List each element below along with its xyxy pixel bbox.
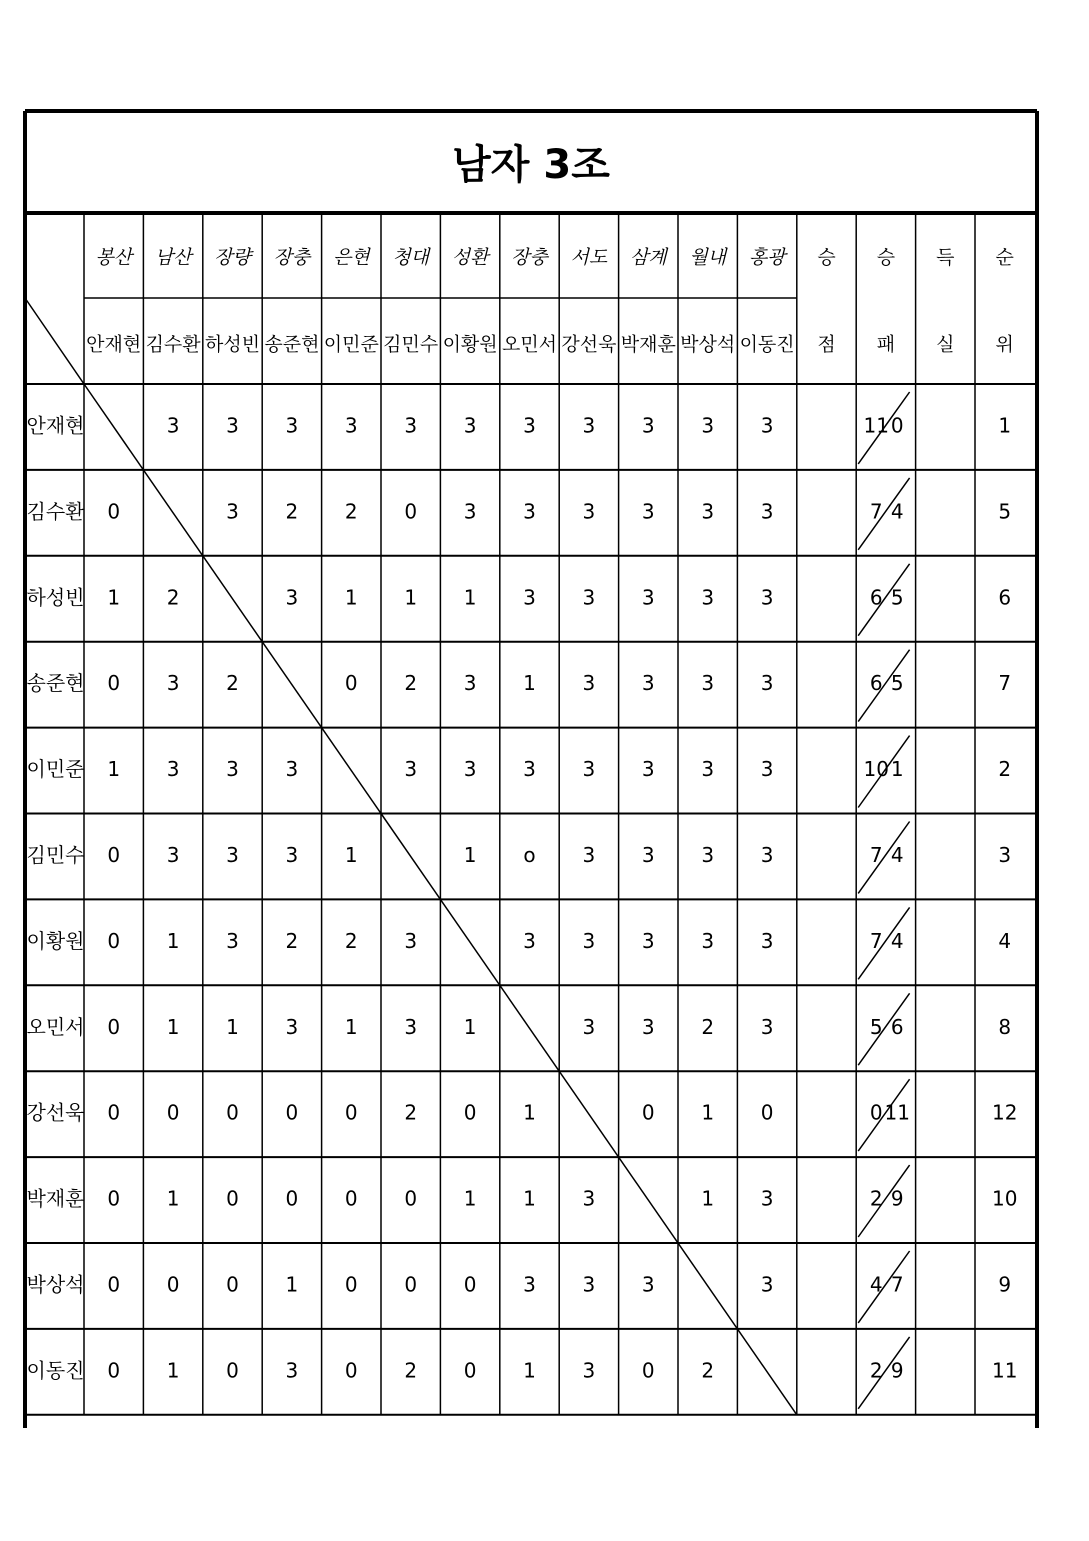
match-score: 3 [582,1272,596,1297]
column-player-name: 이동진 [739,333,795,356]
match-score: 3 [701,757,715,782]
match-score: 3 [701,671,715,696]
match-score: 1 [166,928,180,953]
rank-value: 1 [998,413,1012,438]
losses-value: 5 [890,585,904,610]
losses-value: 0 [890,413,904,438]
stat-header-bottom: 실 [936,333,955,356]
match-score: 3 [641,671,655,696]
stat-header-top: 득 [936,246,955,269]
match-score: 2 [226,671,239,696]
match-score: 3 [701,499,715,524]
wins-value: 10 [863,757,889,782]
match-score: 3 [166,757,180,782]
match-score: 3 [344,413,358,438]
match-score: 1 [166,1358,180,1383]
losses-value: 1 [890,757,904,782]
match-score: 3 [582,413,596,438]
rank-value: 9 [998,1272,1012,1297]
match-score: 3 [226,928,239,953]
match-score: 3 [582,1186,596,1211]
match-score: 3 [582,842,596,867]
row-player-name: 안재현 [26,413,85,438]
match-score: 3 [760,928,774,953]
column-player-name: 박상석 [680,333,736,356]
row-player-name: 박재훈 [26,1186,85,1211]
match-score: 3 [641,1014,655,1039]
match-score: 3 [582,671,596,696]
match-score: 1 [344,585,358,610]
row-player-name: 이동진 [26,1358,85,1383]
match-score: 3 [760,757,774,782]
match-score: 3 [166,842,180,867]
match-score: 2 [701,1358,715,1383]
match-score: 3 [285,413,299,438]
club-label: 삼계 [629,246,667,269]
column-player-name: 송준현 [264,333,320,356]
match-score: 1 [107,585,121,610]
rank-value: 5 [998,499,1012,524]
match-score: 0 [107,1100,121,1125]
match-score: 3 [760,1186,774,1211]
match-score: 0 [404,499,418,524]
match-score: 3 [641,842,655,867]
rank-value: 12 [991,1100,1018,1125]
match-score: 2 [285,928,299,953]
match-score: 3 [523,585,536,610]
rank-value: 8 [998,1014,1012,1039]
wins-value: 6 [869,671,883,696]
table-title: 남자 3조 [452,142,610,188]
row-player-name: 김수환 [26,499,85,524]
match-score: 1 [226,1014,239,1039]
club-label: 장량 [214,246,251,269]
row-player-name: 하성빈 [26,585,85,610]
match-score: 3 [285,757,299,782]
match-score: 1 [344,842,358,867]
losses-value: 6 [890,1014,904,1039]
match-score: 3 [166,413,180,438]
club-label: 청대 [392,246,430,269]
match-score: 3 [226,499,239,524]
match-score: 3 [285,585,299,610]
match-score: 1 [523,671,536,696]
match-score: 3 [285,1358,299,1383]
losses-value: 4 [890,499,904,524]
stat-header-top: 승 [817,246,836,269]
match-score: 0 [166,1272,180,1297]
match-score: 0 [226,1358,239,1383]
match-score: 3 [760,585,774,610]
match-score: 3 [463,671,477,696]
match-score: 1 [523,1358,536,1383]
stat-header-bottom: 위 [995,333,1014,356]
match-score: 3 [760,1272,774,1297]
match-score: 3 [463,499,477,524]
rank-value: 11 [991,1358,1018,1383]
match-score: 0 [344,1272,358,1297]
match-score: 3 [641,757,655,782]
match-score: 0 [107,1272,121,1297]
losses-value: 5 [890,671,904,696]
column-player-name: 김민수 [383,333,439,356]
match-score: 3 [523,413,536,438]
club-label: 봉산 [95,246,133,269]
match-score: 1 [463,842,477,867]
match-score: 3 [404,413,418,438]
match-score: 3 [760,1014,774,1039]
match-score: 0 [107,671,121,696]
match-score: 0 [107,928,121,953]
match-score: 3 [523,1272,536,1297]
wins-value: 7 [869,499,883,524]
match-score: 0 [226,1100,239,1125]
club-label: 장충 [273,246,311,269]
match-score: 1 [285,1272,299,1297]
match-score: 0 [226,1186,239,1211]
wins-value: 11 [863,413,889,438]
rank-value: 2 [998,757,1012,782]
match-score: 3 [641,499,655,524]
match-score: 3 [701,842,715,867]
match-score: 1 [701,1100,715,1125]
match-score: 3 [523,757,536,782]
match-score: 0 [344,1100,358,1125]
match-score: 3 [523,928,536,953]
match-score: 1 [523,1186,536,1211]
match-score: 1 [404,585,418,610]
rank-value: 7 [998,671,1012,696]
match-score: 3 [641,413,655,438]
match-score: 0 [107,499,121,524]
match-score: 0 [166,1100,180,1125]
match-score: 3 [582,757,596,782]
match-score: 3 [701,413,715,438]
losses-value: 9 [890,1358,904,1383]
column-player-name: 이민준 [323,333,379,356]
match-score: 3 [701,928,715,953]
column-player-name: 오민서 [501,333,558,356]
match-score: 2 [404,1100,418,1125]
match-score: 3 [582,928,596,953]
match-score: 3 [226,757,239,782]
match-score: 3 [760,842,774,867]
match-score: 0 [285,1186,299,1211]
match-score: 3 [760,671,774,696]
stat-header-top: 승 [876,246,896,269]
losses-value: 11 [884,1100,910,1125]
match-score: 0 [344,1358,358,1383]
row-player-name: 이민준 [26,757,85,782]
match-score: 3 [285,842,299,867]
match-score: 0 [463,1100,477,1125]
match-score: 3 [582,585,596,610]
club-label: 홍광 [748,246,786,269]
row-player-name: 김민수 [26,842,85,867]
match-score: 1 [166,1014,180,1039]
match-score: 3 [760,413,774,438]
match-score: 3 [404,928,418,953]
match-score: 0 [760,1100,774,1125]
match-score: 2 [344,499,358,524]
match-score: 3 [641,1272,655,1297]
match-score: 1 [523,1100,536,1125]
column-player-name: 안재현 [86,333,142,356]
match-score: 0 [107,842,121,867]
losses-value: 9 [890,1186,904,1211]
match-score: 0 [641,1358,655,1383]
match-score: 2 [404,671,418,696]
match-score: 0 [107,1186,121,1211]
losses-value: 7 [890,1272,904,1297]
row-player-name: 송준현 [26,671,85,696]
match-score: 3 [226,842,239,867]
losses-value: 4 [890,928,904,953]
match-score: 0 [463,1272,477,1297]
wins-value: 7 [869,928,883,953]
column-player-name: 이황원 [442,333,498,356]
match-score: 2 [344,928,358,953]
match-score: 3 [226,413,239,438]
row-player-name: 오민서 [26,1014,85,1039]
corner-diagonal [25,298,84,384]
match-score: 0 [107,1014,121,1039]
wins-value: 4 [869,1272,883,1297]
row-player-name: 강선욱 [26,1100,85,1125]
match-score: 0 [641,1100,655,1125]
club-label: 월내 [689,246,727,269]
match-score: 0 [107,1358,121,1383]
match-score: 3 [701,585,715,610]
match-score: 1 [463,1186,477,1211]
stat-header-bottom: 패 [876,333,896,356]
match-score: 3 [760,499,774,524]
column-player-name: 강선욱 [561,333,617,356]
losses-value: 4 [890,842,904,867]
match-score: 3 [463,413,477,438]
match-score: 2 [285,499,299,524]
wins-value: 2 [869,1358,883,1383]
match-score: 1 [463,585,477,610]
rank-value: 4 [998,928,1012,953]
match-score: 3 [404,1014,418,1039]
match-score: o [523,842,536,867]
match-score: 3 [285,1014,299,1039]
match-score: 1 [107,757,121,782]
stat-header-bottom: 점 [817,333,836,356]
match-score: 3 [166,671,180,696]
match-score: 3 [582,499,596,524]
match-score: 1 [701,1186,715,1211]
column-player-name: 하성빈 [204,333,261,356]
match-score: 1 [463,1014,477,1039]
match-score: 1 [344,1014,358,1039]
match-score: 2 [701,1014,715,1039]
match-score: 3 [582,1014,596,1039]
match-score: 0 [404,1272,418,1297]
column-player-name: 박재훈 [620,333,676,356]
wins-value: 0 [869,1100,883,1125]
match-score: 0 [344,1186,358,1211]
wins-value: 7 [869,842,883,867]
rank-value: 3 [998,842,1012,867]
stat-header-top: 순 [995,246,1014,269]
rank-value: 10 [991,1186,1018,1211]
match-score: 3 [582,1358,596,1383]
row-player-name: 박상석 [26,1272,85,1297]
wins-value: 2 [869,1186,883,1211]
match-score: 3 [641,585,655,610]
match-score: 0 [463,1358,477,1383]
match-score: 1 [166,1186,180,1211]
match-score: 0 [404,1186,418,1211]
wins-value: 6 [869,585,883,610]
match-score: 3 [641,928,655,953]
match-score: 3 [404,757,418,782]
match-score: 2 [166,585,180,610]
club-label: 장충 [511,246,548,269]
match-score: 3 [523,499,536,524]
column-player-name: 김수환 [145,333,201,356]
match-score: 0 [226,1272,239,1297]
match-score: 0 [344,671,358,696]
rank-value: 6 [998,585,1012,610]
match-score: 0 [285,1100,299,1125]
club-label: 은현 [332,246,370,269]
club-label: 서도 [570,246,608,269]
club-label: 남산 [154,246,192,269]
wins-value: 5 [869,1014,883,1039]
club-label: 성환 [451,246,489,269]
row-player-name: 이황원 [26,928,85,953]
match-score: 3 [463,757,477,782]
match-score: 2 [404,1358,418,1383]
